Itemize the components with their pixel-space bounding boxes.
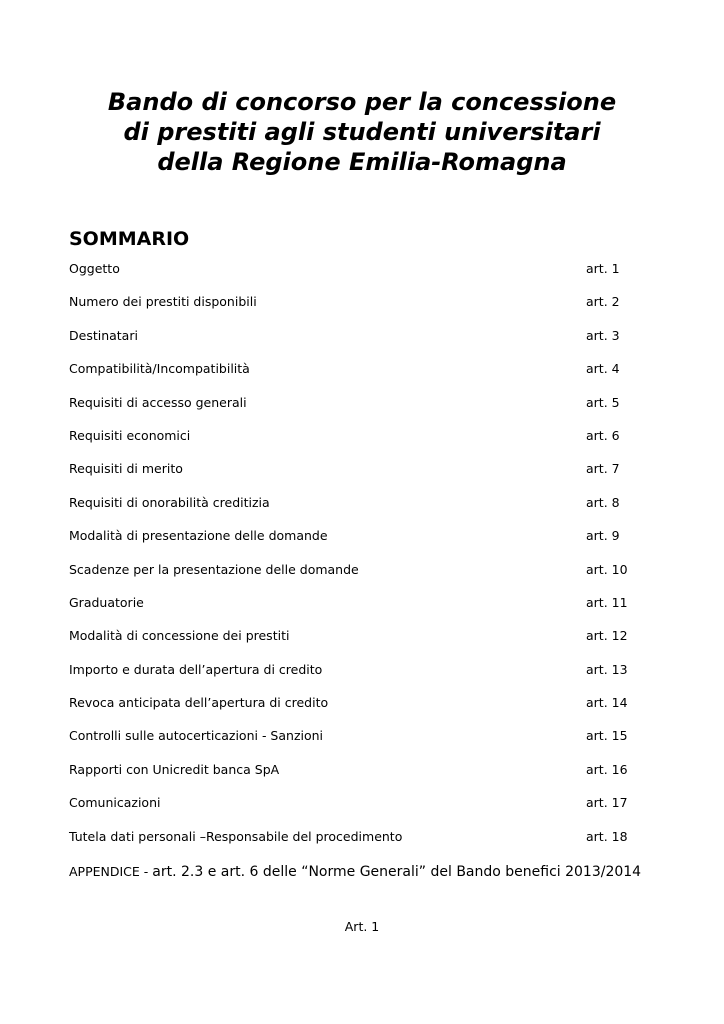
toc-entry-label: Controlli sulle autocerticazioni - Sanzioni xyxy=(69,728,324,744)
toc-entry-label: Compatibilità/Incompatibilità xyxy=(69,361,250,377)
toc-entry xyxy=(69,828,639,861)
toc-entry xyxy=(69,427,639,460)
toc-entry-label: Modalità di presentazione delle domande xyxy=(69,528,328,544)
appendix-line xyxy=(69,861,641,882)
toc-entry-article-ref: art. 6 xyxy=(586,427,620,443)
toc-entry-article-ref: art. 1 xyxy=(586,261,620,276)
toc-entry xyxy=(69,761,639,794)
toc-entry-label: Requisiti economici xyxy=(69,427,191,443)
title-line-1: Bando di concorso per la concessione xyxy=(107,88,617,116)
toc-entry xyxy=(69,694,639,727)
toc-entry-label: Tutela dati personali –Responsabile del procedimento xyxy=(69,828,403,844)
toc-entry xyxy=(69,661,639,694)
toc-entry xyxy=(69,260,639,293)
toc-entry-label: Oggetto xyxy=(69,261,120,276)
toc-entry-label: Requisiti di accesso generali xyxy=(69,394,247,410)
toc-entry-article-ref: art. 9 xyxy=(586,528,620,544)
toc-entry-article-ref: art. 16 xyxy=(586,761,628,777)
toc-entry xyxy=(69,627,639,660)
toc-entry-article-ref: art. 7 xyxy=(586,461,620,477)
toc-entry xyxy=(69,794,639,827)
toc-entry-article-ref: art. 5 xyxy=(586,394,620,410)
toc-entry-article-ref: art. 14 xyxy=(586,695,628,711)
toc-entry-article-ref: art. 13 xyxy=(586,661,628,677)
toc-entry-article-ref: art. 8 xyxy=(586,494,620,510)
appendix-prefix: APPENDICE - xyxy=(69,864,153,879)
toc-entry-article-ref: art. 15 xyxy=(586,728,628,744)
table-of-contents xyxy=(69,260,639,861)
toc-entry-label: Numero dei prestiti disponibili xyxy=(69,294,257,310)
toc-entry-label: Comunicazioni xyxy=(69,795,161,811)
toc-entry-label: Importo e durata dell’apertura di credito xyxy=(69,661,323,677)
toc-entry xyxy=(69,561,639,594)
toc-entry-label: Destinatari xyxy=(69,327,138,343)
toc-entry-label: Requisiti di onorabilità creditizia xyxy=(69,494,270,510)
toc-entry-label: Modalità di concessione dei prestiti xyxy=(69,628,290,644)
toc-entry xyxy=(69,394,639,427)
toc-entry xyxy=(69,293,639,326)
toc-entry xyxy=(69,360,639,393)
toc-entry-label: Rapporti con Unicredit banca SpA xyxy=(69,761,280,777)
toc-entry-label: Revoca anticipata dell’apertura di credito xyxy=(69,695,329,711)
toc-entry xyxy=(69,327,639,360)
toc-entry-article-ref: art. 11 xyxy=(586,594,628,610)
toc-entry xyxy=(69,494,639,527)
article-heading: Art. 1 xyxy=(344,919,380,934)
appendix-text: art. 2.3 e art. 6 delle “Norme Generali” del Bando benefici 2013/2014 xyxy=(152,864,642,880)
title-line-3: della Regione Emilia-Romagna xyxy=(157,148,567,176)
toc-entry xyxy=(69,594,639,627)
toc-entry xyxy=(69,727,639,760)
toc-entry-article-ref: art. 10 xyxy=(586,561,628,577)
toc-entry-article-ref: art. 12 xyxy=(586,628,628,644)
toc-entry-article-ref: art. 2 xyxy=(586,294,620,310)
toc-entry xyxy=(69,527,639,560)
document-title xyxy=(60,87,664,177)
toc-entry-article-ref: art. 18 xyxy=(586,828,628,844)
toc-entry-label: Graduatorie xyxy=(69,594,144,610)
toc-entry-label: Requisiti di merito xyxy=(69,461,183,477)
toc-entry-article-ref: art. 3 xyxy=(586,327,620,343)
toc-entry-label: Scadenze per la presentazione delle domande xyxy=(69,561,359,577)
toc-entry-article-ref: art. 4 xyxy=(586,361,620,377)
toc-entry-article-ref: art. 17 xyxy=(586,795,628,811)
title-line-2: di prestiti agli studenti universitari xyxy=(123,118,601,146)
toc-entry xyxy=(69,460,639,493)
summary-heading: SOMMARIO xyxy=(69,228,190,250)
